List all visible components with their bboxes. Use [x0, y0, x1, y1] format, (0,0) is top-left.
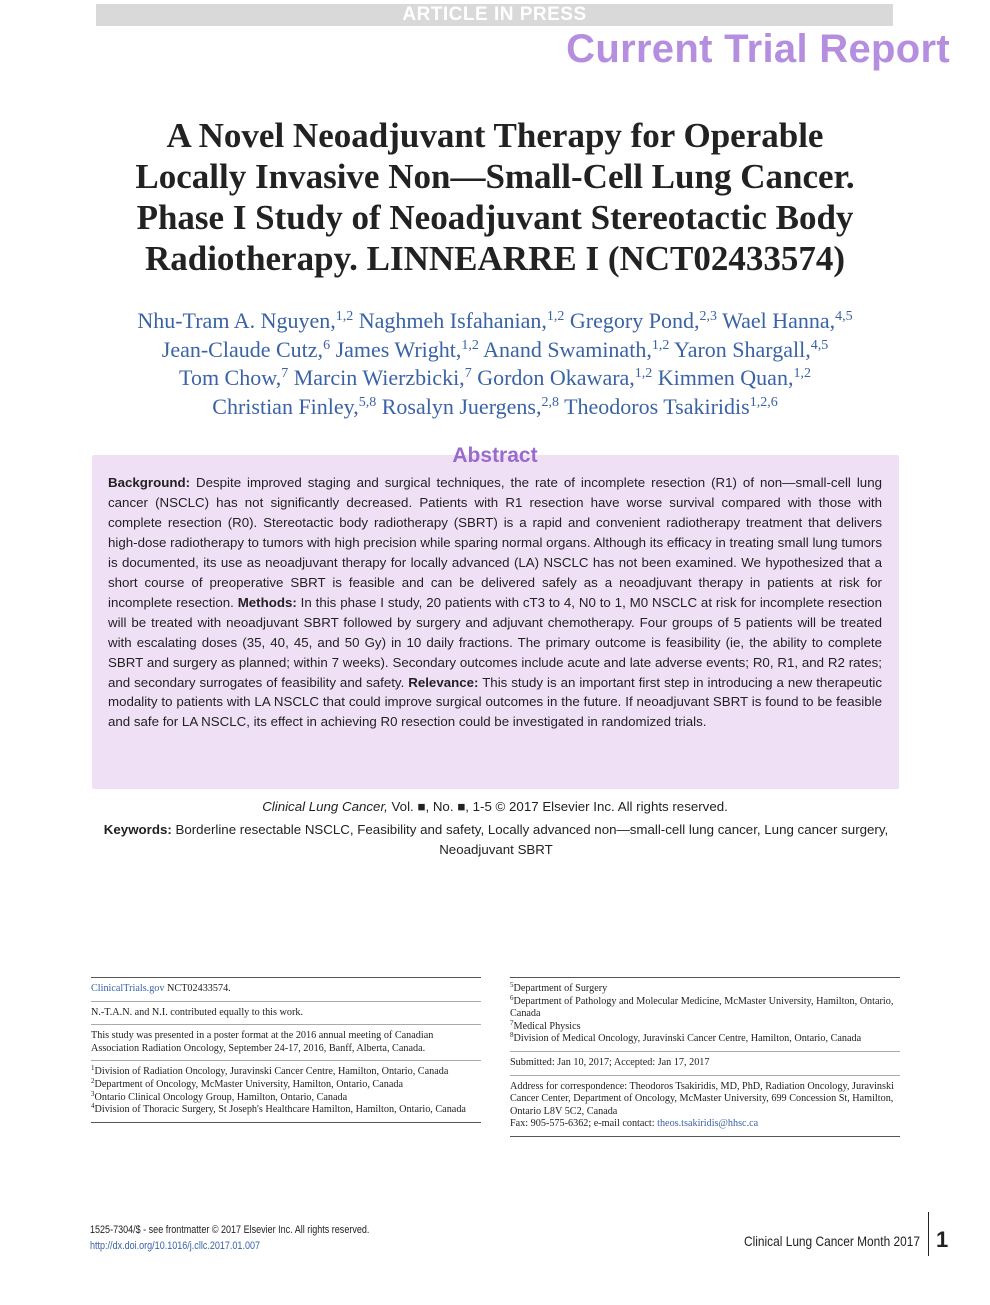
citation-line [90, 799, 900, 814]
author-link[interactable]: Nhu-Tram A. Nguyen,$^{1,2}$ [137, 308, 354, 333]
relevance-text: This study is an important first step in introducing a new therapeutic modality to patients with LA NSCLC that could improve surgical outcomes in the future. If neoadjuvant SBRT is found to be feasible and safe for LA NSCLC, its effect in achieving R0 resection could be investigated in randomized trials. [108, 674, 882, 730]
keywords [96, 820, 896, 860]
author-link[interactable]: Gordon Okawara,$^{1,2}$ [477, 365, 653, 391]
author-line [60, 336, 930, 365]
doi-link[interactable]: http://dx.doi.org/10.1016/j.cllc.2017.01.007 [90, 1240, 261, 1252]
author-link[interactable]: Yaron Shargall,$^{4,5}$ [674, 336, 829, 362]
affiliation: $^3$Ontario Clinical Oncology Group, Hamilton, Ontario, Canada [91, 1089, 348, 1103]
background-text: Despite improved staging and surgical techniques, the rate of incomplete resection (R1) of non—small-cell lung cancer (NSCLC) has not significantly decreased. Patients with R1 resection have worse survival compared with those with complete resection (R0). Stereotactic body radiotherapy (SBRT) is a rapid and convenient radiotherapy treatment that delivers high-dose radiotherapy to tumors with high precision while sparing normal organs. Although its efficacy in treating small lung tumors is documented, its use as neoadjuvant therapy for locally advanced (LA) NSCLC has not been examined. We hypothesized that a short course of preoperative SBRT is feasible and can be delivered safely as a neoadjuvant therapy in patients at risk for incomplete resection. [108, 475, 882, 610]
page-divider [928, 1212, 929, 1256]
email-link[interactable]: theos.tsakiridis@hhsc.ca [657, 1118, 759, 1130]
footer-journal-date: Clinical Lung Cancer Month 2017 [744, 1233, 920, 1249]
section-label: Current Trial Report [566, 27, 950, 71]
author-line [60, 393, 930, 422]
footnotes-right [510, 977, 900, 1137]
author-link[interactable]: Marcin Wierzbicki,$^7$ [293, 365, 472, 391]
author-line [60, 307, 930, 336]
correspondence-address: Address for correspondence: Theodoros Tsakiridis, MD, PhD, Radiation Oncology, Juravinski Cancer Center, Department of Oncology, McMaster University, 699 Concession St, Hamilton, Ontario L8V 5C2, Canada Fax: 905-575-6362; e-mail contact: theos.tsakiridis@hhsc.ca [510, 1076, 900, 1137]
title-line: Radiotherapy. LINNEARRE I (NCT02433574) [144, 239, 846, 278]
affiliation: $^2$Department of Oncology, McMaster University, Hamilton, Ontario, Canada [91, 1076, 403, 1090]
presentation-note: This study was presented in a poster format at the 2016 annual meeting of Canadian Association Radiation Oncology, September 24-17, 2016, Banff, Alberta, Canada. [91, 1025, 481, 1061]
journal-name: Clinical Lung Cancer, [262, 799, 388, 814]
keywords-text: Borderline resectable NSCLC, Feasibility and safety, Locally advanced non—small-cell lung cancer, Lung cancer surgery, Neoadjuvant SBRT [171, 822, 889, 857]
author-link[interactable]: Tom Chow,$^7$ [179, 365, 289, 391]
title-line: A Novel Neoadjuvant Therapy for Operable [166, 116, 824, 155]
footnotes-left [91, 977, 481, 1123]
affiliation: $^5$Department of Surgery [510, 981, 608, 994]
abstract-heading: Abstract [452, 444, 538, 467]
page-number: 1 [936, 1227, 949, 1252]
author-link[interactable]: Theodoros Tsakiridis$^{1,2,6}$ [564, 393, 778, 419]
affiliation: $^4$Division of Thoracic Surgery, St Joseph's Healthcare Hamilton, Hamilton, Ontario, Canada [91, 1102, 466, 1116]
equal-contribution-note: N.-T.A.N. and N.I. contributed equally to this work. [91, 1002, 481, 1026]
author-link[interactable]: Kimmen Quan,$^{1,2}$ [657, 365, 811, 391]
footer-left [90, 1222, 369, 1254]
author-link[interactable]: Jean-Claude Cutz,$^6$ [161, 336, 331, 362]
affiliations-left [91, 1061, 481, 1122]
author-link[interactable]: Gregory Pond,$^{2,3}$ [569, 308, 717, 333]
citation-details: Vol. ■, No. ■, 1-5 © 2017 Elsevier Inc. All rights reserved. [387, 799, 728, 814]
article-title [60, 115, 930, 279]
affiliation: $^7$Medical Physics [510, 1018, 581, 1032]
author-link[interactable]: Wael Hanna,$^{4,5}$ [722, 308, 853, 333]
author-list [60, 307, 930, 421]
title-line: Phase I Study of Neoadjuvant Stereotactic Body [136, 198, 854, 237]
author-link[interactable]: Anand Swaminath,$^{1,2}$ [483, 336, 670, 362]
article-in-press-banner: ARTICLE IN PRESS [96, 4, 893, 26]
methods-text: In this phase I study, 20 patients with cT3 to 4, N0 to 1, M0 NSCLC at risk for incomplete resection will be treated with neoadjuvant SBRT followed by surgery and adjuvant chemotherapy. Four groups of 5 patients will be treated with escalating doses (35, 40, 45, and 50 Gy) in 10 daily fractions. The primary outcome is feasibility (ie, the ability to complete SBRT and surgery as planned; within 7 weeks). Secondary outcomes include acute and late adverse events; R0, R1, and R2 rates; and secondary surrogates of feasibility and safety. [108, 594, 882, 690]
author-line [60, 364, 930, 393]
author-link[interactable]: James Wright,$^{1,2}$ [335, 336, 479, 362]
author-link[interactable]: Naghmeh Isfahanian,$^{1,2}$ [358, 308, 565, 333]
author-link[interactable]: Christian Finley,$^{5,8}$ [212, 393, 377, 419]
clinicaltrials-link[interactable]: ClinicalTrials.gov [91, 983, 165, 994]
affiliation: $^1$Division of Radiation Oncology, Juravinski Cancer Centre, Hamilton, Ontario, Canada [91, 1064, 449, 1078]
issn-line: 1525-7304/$ - see frontmatter © 2017 Elsevier Inc. All rights reserved. [90, 1224, 370, 1236]
affiliation: $^6$Department of Pathology and Molecular Medicine, McMaster University, Hamilton, Ontario, Canada [510, 993, 894, 1020]
background-label: Background: [108, 475, 191, 490]
author-link[interactable]: Rosalyn Juergens,$^{2,8}$ [381, 393, 559, 419]
relevance-label: Relevance: [408, 674, 479, 690]
title-line: Locally Invasive Non—Small-Cell Lung Cancer. [135, 157, 855, 196]
methods-label: Methods: [237, 594, 297, 610]
affiliations-right [510, 978, 900, 1052]
affiliation: $^8$Division of Medical Oncology, Juravinski Cancer Centre, Hamilton, Ontario, Canada [510, 1031, 862, 1045]
submission-dates: Submitted: Jan 10, 2017; Accepted: Jan 17, 2017 [510, 1052, 900, 1076]
keywords-label: Keywords: [103, 822, 172, 837]
abstract-body [108, 473, 882, 732]
trial-registration: ClinicalTrials.gov NCT02433574. [91, 978, 481, 1002]
